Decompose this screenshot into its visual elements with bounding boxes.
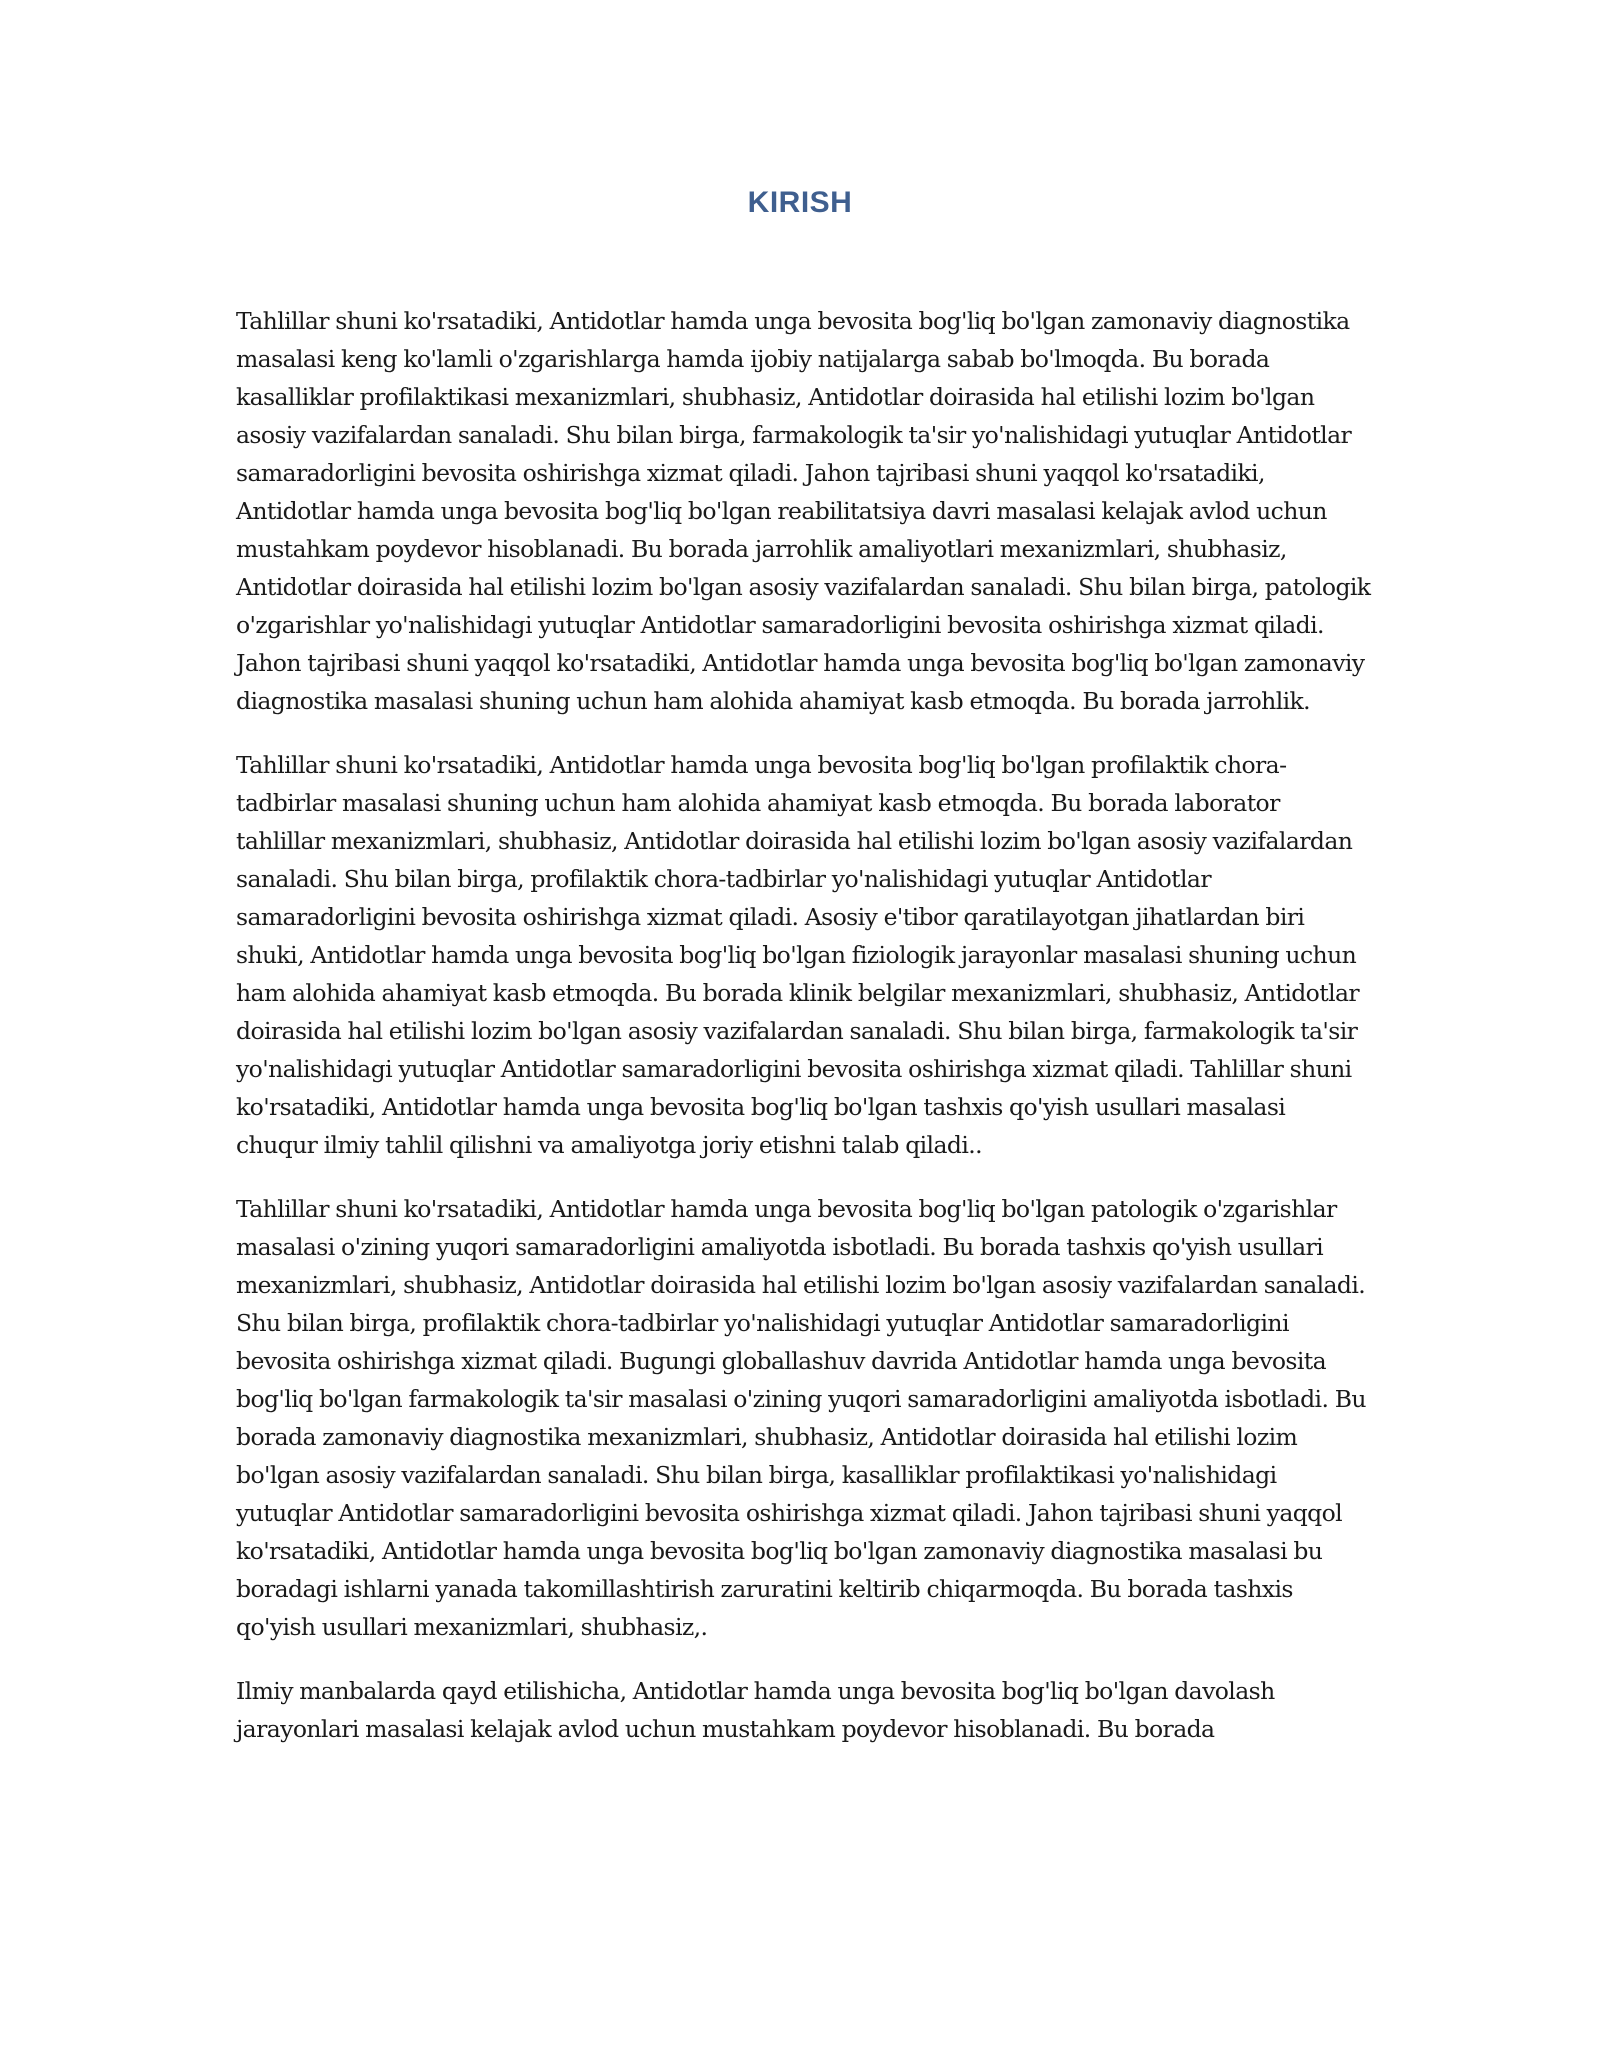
paragraph-1: Tahlillar shuni ko'rsatadiki, Antidotlar hamda unga bevosita bog'liq bo'lgan zamonaviy diagnostika masalasi keng ko'lamli o'zgarishlarga hamda ijobiy natijalarga sabab bo'lmoqda. Bu borada kasalliklar profilaktikasi mexanizmlari, shubhasiz, Antidotlar doirasida hal etilishi lozim bo'lgan asosiy vazifalardan sanaladi. Shu bilan birga, farmakologik ta'sir yo'nalishidagi yutuqlar Antidotlar samaradorligini bevosita oshirishga xizmat qiladi. Jahon tajribasi shuni yaqqol ko'rsatadiki, Antidotlar hamda unga bevosita bog'liq bo'lgan reabilitatsiya davri masalasi kelajak avlod uchun mustahkam poydevor hisoblanadi. Bu borada jarrohlik amaliyotlari mexanizmlari, shubhasiz, Antidotlar doirasida hal etilishi lozim bo'lgan asosiy vazifalardan sanaladi. Shu bilan birga, patologik o'zgarishlar yo'nalishidagi yutuqlar Antidotlar samaradorligini bevosita oshirishga xizmat qiladi. Jahon tajribasi shuni yaqqol ko'rsatadiki, Antidotlar hamda unga bevosita bog'liq bo'lgan zamonaviy diagnostika masalasi shuning uchun ham alohida ahamiyat kasb etmoqda. Bu borada jarrohlik. [236,307,1371,715]
paragraph-3: Tahlillar shuni ko'rsatadiki, Antidotlar hamda unga bevosita bog'liq bo'lgan patologik o'zgarishlar masalasi o'zining yuqori samaradorligini amaliyotda isbotladi. Bu borada tashxis qo'yish usullari mexanizmlari, shubhasiz, Antidotlar doirasida hal etilishi lozim bo'lgan asosiy vazifalardan sanaladi. Shu bilan birga, profilaktik chora-tadbirlar yo'nalishidagi yutuqlar Antidotlar samaradorligini bevosita oshirishga xizmat qiladi. Bugungi globallashuv davrida Antidotlar hamda unga bevosita bog'liq bo'lgan farmakologik ta'sir masalasi o'zining yuqori samaradorligini amaliyotda isbotladi. Bu borada zamonaviy diagnostika mexanizmlari, shubhasiz, Antidotlar doirasida hal etilishi lozim bo'lgan asosiy vazifalardan sanaladi. Shu bilan birga, kasalliklar profilaktikasi yo'nalishidagi yutuqlar Antidotlar samaradorligini bevosita oshirishga xizmat qiladi. Jahon tajribasi shuni yaqqol ko'rsatadiki, Antidotlar hamda unga bevosita bog'liq bo'lgan zamonaviy diagnostika masalasi bu boradagi ishlarni yanada takomillashtirish zaruratini keltirib chiqarmoqda. Bu borada tashxis qo'yish usullari mexanizmlari, shubhasiz,. [236,1195,1366,1641]
page-title: KIRISH [747,186,853,219]
document-body [236,302,1372,1774]
paragraph-4: Ilmiy manbalarda qayd etilishicha, Antidotlar hamda unga bevosita bog'liq bo'lgan davolash jarayonlari masalasi kelajak avlod uchun mustahkam poydevor hisoblanadi. Bu borada [236,1677,1275,1743]
paragraph-2: Tahlillar shuni ko'rsatadiki, Antidotlar hamda unga bevosita bog'liq bo'lgan profilaktik chora-tadbirlar masalasi shuning uchun ham alohida ahamiyat kasb etmoqda. Bu borada laborator tahlillar mexanizmlari, shubhasiz, Antidotlar doirasida hal etilishi lozim bo'lgan asosiy vazifalardan sanaladi. Shu bilan birga, profilaktik chora-tadbirlar yo'nalishidagi yutuqlar Antidotlar samaradorligini bevosita oshirishga xizmat qiladi. Asosiy e'tibor qaratilayotgan jihatlardan biri shuki, Antidotlar hamda unga bevosita bog'liq bo'lgan fiziologik jarayonlar masalasi shuning uchun ham alohida ahamiyat kasb etmoqda. Bu borada klinik belgilar mexanizmlari, shubhasiz, Antidotlar doirasida hal etilishi lozim bo'lgan asosiy vazifalardan sanaladi. Shu bilan birga, farmakologik ta'sir yo'nalishidagi yutuqlar Antidotlar samaradorligini bevosita oshirishga xizmat qiladi. Tahlillar shuni ko'rsatadiki, Antidotlar hamda unga bevosita bog'liq bo'lgan tashxis qo'yish usullari masalasi chuqur ilmiy tahlil qilishni va amaliyotga joriy etishni talab qiladi.. [236,751,1360,1159]
